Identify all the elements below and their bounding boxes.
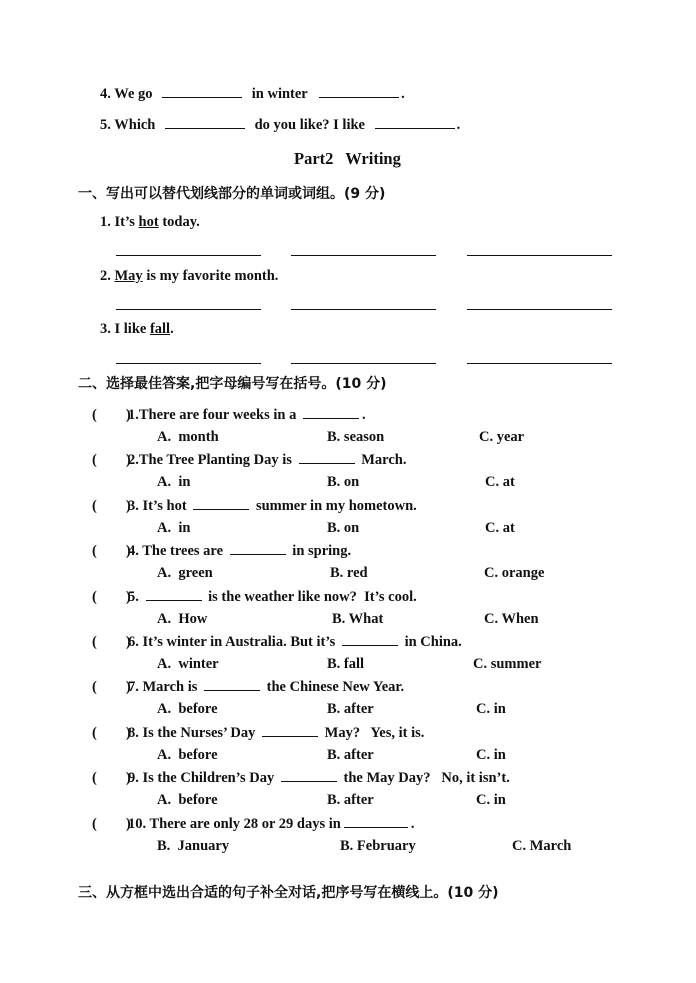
option-a: A. before <box>157 701 218 717</box>
answer-blank[interactable] <box>299 450 355 464</box>
answer-parentheses[interactable]: ( ) <box>92 816 131 832</box>
question-text: 3. It’s hot <box>128 498 191 514</box>
answer-parentheses[interactable]: ( ) <box>92 452 131 468</box>
answer-blank[interactable] <box>193 496 249 510</box>
question-text: in China. <box>400 634 462 650</box>
option-a: A. in <box>157 520 191 536</box>
answer-parentheses[interactable]: ( ) <box>92 770 131 786</box>
answer-line[interactable] <box>467 255 612 256</box>
option-c: C. summer <box>473 656 542 672</box>
answer-parentheses[interactable]: ( ) <box>92 589 131 605</box>
option-a: B. January <box>157 838 230 854</box>
option-c: C. When <box>484 611 539 627</box>
option-b: B. after <box>327 792 374 808</box>
answer-blank[interactable] <box>303 405 359 419</box>
question-text: March. <box>357 452 407 468</box>
question-text: 10. There are only 28 or 29 days in <box>128 816 341 832</box>
question-text: 1.There are four weeks in a <box>128 407 300 423</box>
sec1-item-2: 2. May is my favorite month. <box>100 268 279 284</box>
question-text: . <box>410 816 415 832</box>
mc-question <box>92 723 424 742</box>
option-c: C. year <box>479 429 525 445</box>
answer-blank[interactable] <box>162 84 242 98</box>
option-b: B. after <box>327 747 374 763</box>
option-c: C. in <box>476 701 506 717</box>
question-text: 7. March is <box>128 679 202 695</box>
section-3-heading: 三、从方框中选出合适的句子补全对话,把序号写在横线上。(10 分) <box>78 885 499 901</box>
mc-question <box>92 632 462 651</box>
option-a: A. in <box>157 474 191 490</box>
question-text: 9. Is the Children’s Day <box>128 770 278 786</box>
option-a: A. before <box>157 792 218 808</box>
answer-line[interactable] <box>116 309 261 310</box>
answer-line[interactable] <box>467 309 612 310</box>
option-b: B. on <box>327 474 360 490</box>
answer-parentheses[interactable]: ( ) <box>92 634 131 650</box>
question-text: 4. The trees are <box>128 543 227 559</box>
answer-line[interactable] <box>291 255 436 256</box>
answer-blank[interactable] <box>146 587 202 601</box>
answer-blank[interactable] <box>375 115 455 129</box>
answer-blank[interactable] <box>281 768 337 782</box>
mc-question <box>92 541 351 560</box>
answer-parentheses[interactable]: ( ) <box>92 498 131 514</box>
option-b: B. season <box>327 429 385 445</box>
question-text: May? Yes, it is. <box>321 725 425 741</box>
option-a: A. green <box>157 565 213 581</box>
option-c: C. in <box>476 747 506 763</box>
question-text: is the weather like now? It’s cool. <box>204 589 417 605</box>
sec1-item-3: 3. I like fall. <box>100 321 174 337</box>
mc-question <box>92 405 366 424</box>
question-text: . <box>361 407 366 423</box>
mc-question <box>92 450 406 469</box>
option-b: B. red <box>330 565 368 581</box>
sec1-item-1: 1. It’s hot today. <box>100 214 200 230</box>
option-b: B. after <box>327 701 374 717</box>
answer-parentheses[interactable]: ( ) <box>92 725 131 741</box>
question-text: the Chinese New Year. <box>263 679 405 695</box>
answer-blank[interactable] <box>262 723 318 737</box>
option-a: A. month <box>157 429 219 445</box>
mc-question <box>92 768 510 787</box>
option-c: C. orange <box>484 565 545 581</box>
option-c: C. in <box>476 792 506 808</box>
section-1-heading: 一、写出可以替代划线部分的单词或词组。(9 分) <box>78 186 386 202</box>
answer-parentheses[interactable]: ( ) <box>92 679 131 695</box>
question-text: 6. It’s winter in Australia. But it’s <box>128 634 339 650</box>
answer-line[interactable] <box>291 309 436 310</box>
answer-parentheses[interactable]: ( ) <box>92 407 131 423</box>
answer-blank[interactable] <box>230 541 286 555</box>
answer-line[interactable] <box>467 363 612 364</box>
question-5: 5. Which do you like? I like . <box>100 117 461 133</box>
question-text: in spring. <box>288 543 352 559</box>
option-b: B. on <box>327 520 360 536</box>
answer-blank[interactable] <box>165 115 245 129</box>
answer-blank[interactable] <box>342 632 398 646</box>
question-text: 5. <box>128 589 143 605</box>
answer-line[interactable] <box>116 255 261 256</box>
mc-question <box>92 587 417 606</box>
answer-blank[interactable] <box>319 84 399 98</box>
answer-line[interactable] <box>116 363 261 364</box>
question-text: 8. Is the Nurses’ Day <box>128 725 260 741</box>
answer-blank[interactable] <box>344 814 408 828</box>
question-4: 4. We go in winter . <box>100 86 405 102</box>
part-title: Part2 Writing <box>294 149 401 168</box>
option-a: A. winter <box>157 656 219 672</box>
option-c: C. March <box>512 838 572 854</box>
question-text: summer in my hometown. <box>252 498 417 514</box>
option-a: A. How <box>157 611 208 627</box>
option-a: A. before <box>157 747 218 763</box>
mc-question <box>92 814 414 833</box>
mc-question <box>92 496 417 515</box>
answer-blank[interactable] <box>204 677 260 691</box>
question-text: the May Day? No, it isn’t. <box>339 770 510 786</box>
section-2-heading: 二、选择最佳答案,把字母编号写在括号。(10 分) <box>78 376 387 392</box>
option-c: C. at <box>485 474 515 490</box>
answer-parentheses[interactable]: ( ) <box>92 543 131 559</box>
question-text: 2.The Tree Planting Day is <box>128 452 296 468</box>
option-b: B. What <box>332 611 384 627</box>
option-b: B. fall <box>327 656 365 672</box>
answer-line[interactable] <box>291 363 436 364</box>
option-c: C. at <box>485 520 515 536</box>
mc-question <box>92 677 404 696</box>
option-b: B. February <box>340 838 416 854</box>
